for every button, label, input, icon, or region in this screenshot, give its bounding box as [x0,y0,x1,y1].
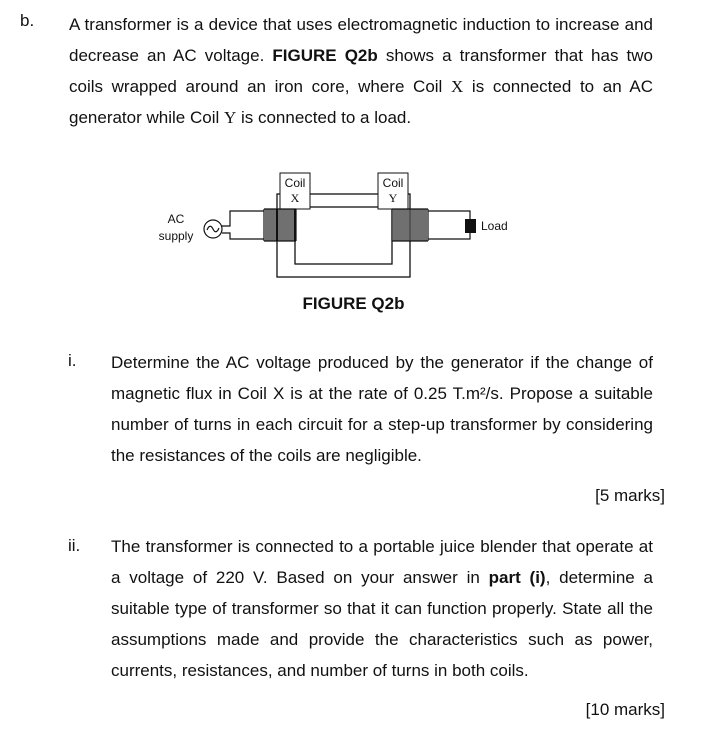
part-ii-marks: [10 marks] [585,700,665,719]
part-i-text [111,347,653,471]
text-run: , determine a suitable type of transformer so that it can function properly. State all the assumptions made and provide the characteristics such as power, currents, resistances, and number of turns in both coils. [111,568,653,680]
text-run: A transformer is a device that uses electromagnetic induction to increase and decrease an AC voltage. [69,15,653,65]
coil-x-label: Coil [284,176,306,190]
load-icon [465,219,476,233]
text-run: Determine the AC voltage produced by the generator if the change of magnetic flux in Coil X is at the rate of 0.25 T.m²/s. Propose a suitable number of turns in each circuit for a step-up transformer by considering the resistances of the coils are negligible. [111,353,653,465]
part-ii-label: ii. [68,536,81,555]
ac-supply-label-line1: AC [167,212,185,226]
ac-supply-label-line2: supply [158,229,194,243]
text-run: shows a transformer that has two coils wrapped around an iron core, where Coil [69,46,654,96]
coil-y-label: Coil [382,176,404,190]
text-run: The transformer is connected to a portable juice blender that operate at a voltage of 220 V. Based on your answer in [111,537,653,587]
primary-wires [222,211,264,239]
coil-y-letter: Y [388,191,398,205]
part-ii-text [111,531,653,686]
text-run: FIGURE Q2b [272,46,378,65]
text-run: part (i) [488,568,546,587]
coil-y-winding [392,209,428,241]
text-run: X [450,77,464,96]
figure-caption: FIGURE Q2b [302,294,405,313]
coil-x-winding [264,209,296,241]
secondary-wires [428,211,470,239]
coil-x-letter: X [290,191,300,205]
ac-source-icon [204,220,222,238]
load-label: Load [481,219,508,233]
text-run: is connected to a load. [236,108,412,127]
part-i-marks: [5 marks] [595,486,665,505]
part-i-label: i. [68,351,77,370]
text-run: is connected to an AC generator while Coil [69,77,654,127]
text-run: Y [223,108,237,127]
question-label: b. [20,11,35,30]
